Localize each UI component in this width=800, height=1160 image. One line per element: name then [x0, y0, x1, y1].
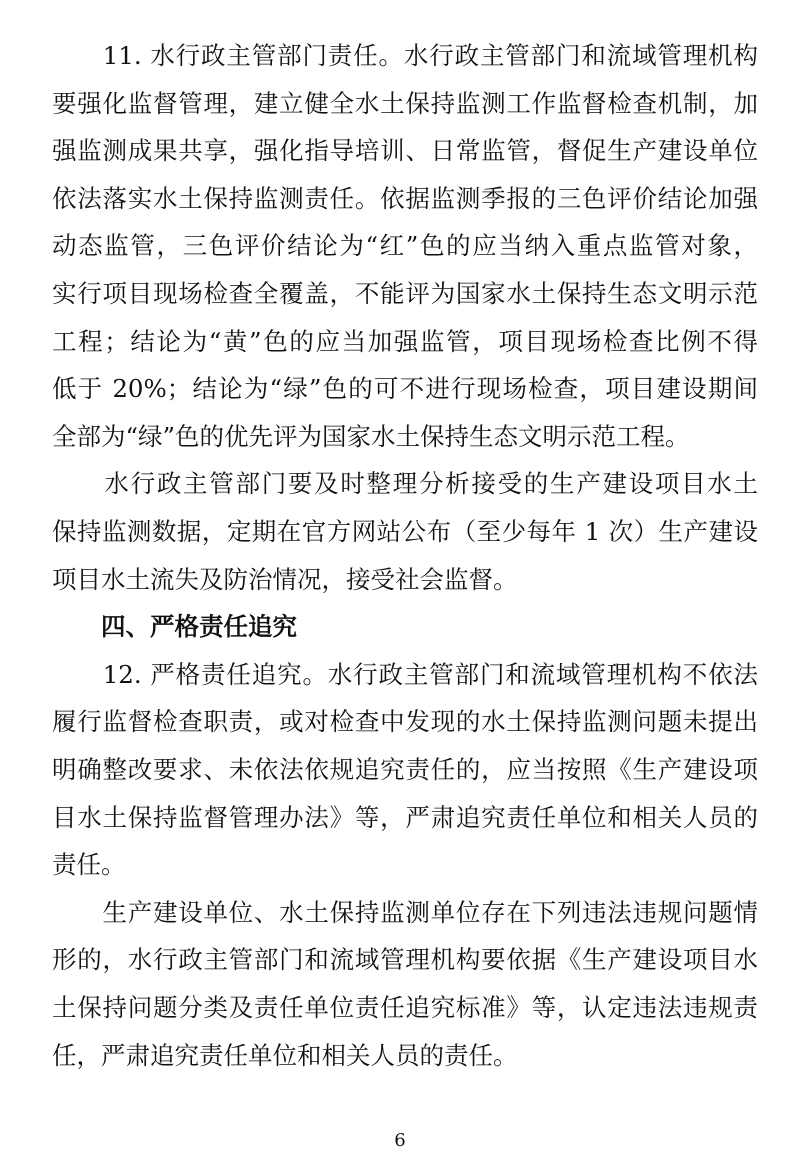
- section-heading: 四、严格责任追究: [52, 612, 297, 642]
- text-line: 履行监督检查职责，或对检查中发现的水土保持监测问题未提出: [52, 707, 758, 737]
- text-line: 依法落实水土保持监测责任。依据监测季报的三色评价结论加强: [52, 183, 758, 213]
- text-line: 实行项目现场检查全覆盖，不能评为国家水土保持生态文明示范: [52, 279, 758, 308]
- text-line: 动态监管，三色评价结论为“红”色的应当纳入重点监管对象，: [52, 231, 758, 261]
- text-line: 水行政主管部门要及时整理分析接受的生产建设项目水土: [52, 469, 758, 499]
- text-line: 形的，水行政主管部门和流域管理机构要依据《生产建设项目水: [52, 945, 758, 975]
- text-line: 11. 水行政主管部门责任。水行政主管部门和流域管理机构: [52, 41, 758, 70]
- text-line: 全部为“绿”色的优先评为国家水土保持生态文明示范工程。: [52, 421, 690, 451]
- text-line: 任，严肃追究责任单位和相关人员的责任。: [52, 1040, 518, 1070]
- text-line: 保持监测数据，定期在官方网站公布（至少每年 1 次）生产建设: [52, 517, 758, 546]
- text-line: 明确整改要求、未依法依规追究责任的，应当按照《生产建设项: [52, 755, 758, 784]
- text-line: 工程；结论为“黄”色的应当加强监管，项目现场检查比例不得: [52, 326, 758, 356]
- text-line: 责任。: [52, 850, 126, 880]
- text-line: 土保持问题分类及责任单位责任追究标准》等，认定违法违规责: [52, 993, 758, 1022]
- text-line: 低于 20%；结论为“绿”色的可不进行现场检查，项目建设期间: [52, 374, 758, 404]
- text-line: 要强化监督管理，建立健全水土保持监测工作监督检查机制，加: [52, 88, 758, 118]
- text-line: 12. 严格责任追究。水行政主管部门和流域管理机构不依法: [52, 659, 758, 689]
- text-line: 目水土保持监督管理办法》等，严肃追究责任单位和相关人员的: [52, 802, 758, 832]
- page-number: 6: [394, 1130, 406, 1151]
- text-line: 生产建设单位、水土保持监测单位存在下列违法违规问题情: [52, 897, 758, 927]
- text-line: 强监测成果共享，强化指导培训、日常监管，督促生产建设单位: [52, 136, 758, 166]
- text-line: 项目水土流失及防治情况，接受社会监督。: [52, 564, 518, 594]
